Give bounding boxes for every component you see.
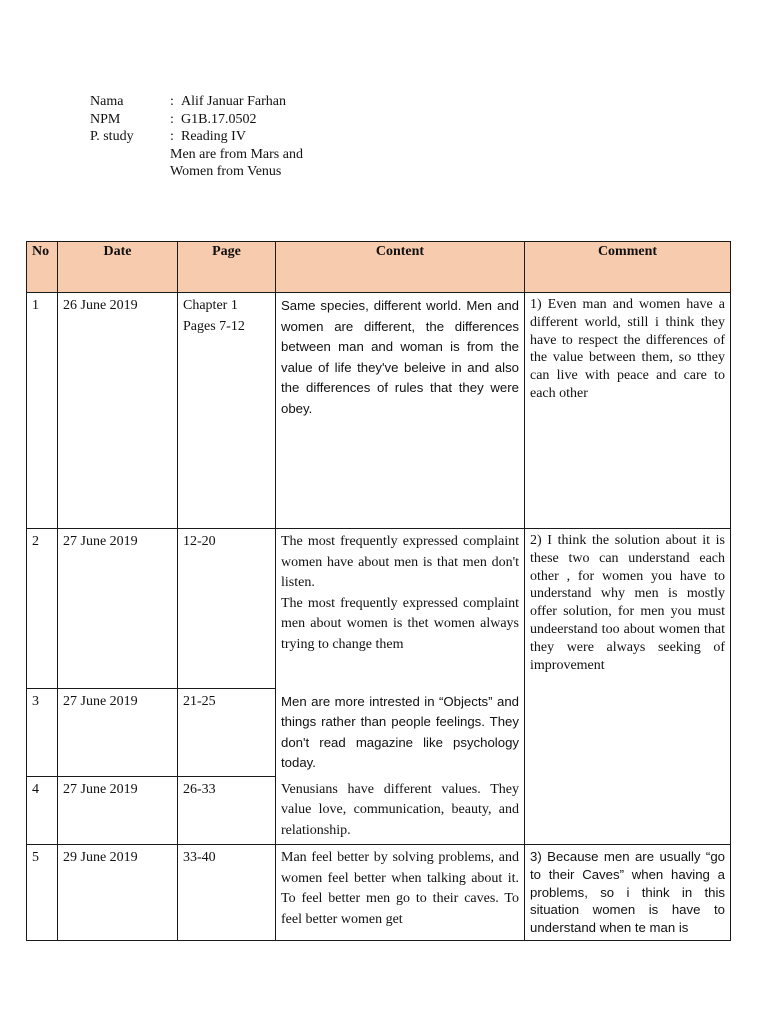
table-row — [27, 845, 731, 941]
row-date: 27 June 2019 — [58, 777, 178, 845]
row-page — [178, 293, 276, 529]
colon: : — [170, 129, 174, 144]
table-row — [27, 293, 731, 529]
name-row — [90, 93, 303, 111]
content-paragraph: The most frequently expressed complaint women have about men is that men don't listen. — [281, 534, 519, 590]
table-header-row — [27, 242, 731, 293]
row-no: 4 — [27, 777, 58, 845]
name-value: Alif Januar Farhan — [181, 94, 286, 109]
book-title-line2: Women from Venus — [170, 164, 282, 179]
row-no: 2 — [27, 529, 58, 689]
document-header — [90, 93, 303, 181]
content-paragraph: The most frequently expressed complaint men about women is thet women always trying to change them — [281, 595, 519, 652]
row-content: Man feel better by solving problems, and women feel better when talking about it. To feel better men go to their caves. To feel better women get — [276, 845, 525, 941]
row-comment: 3) Because men are usually “go to their Caves” when having a problems, so i think in this situation women is have to understand when te man is — [525, 845, 731, 941]
npm-row — [90, 111, 303, 129]
row-date: 26 June 2019 — [58, 293, 178, 529]
row-content: Venusians have different values. They value love, communication, beauty, and relationship. — [276, 777, 525, 845]
book-title-line1: Men are from Mars and — [170, 146, 303, 162]
row-no: 1 — [27, 293, 58, 529]
table-row — [27, 529, 731, 689]
row-date: 27 June 2019 — [58, 689, 178, 777]
page-line: Chapter 1 — [183, 298, 238, 313]
row-page: 26-33 — [178, 777, 276, 845]
header-no: No — [27, 242, 58, 293]
study-row — [90, 128, 303, 146]
row-content: Same species, different world. Men and women are different, the differences between man and woman is from the value of life they've beleive in and also the differences of rules that they were obey. — [276, 293, 525, 529]
row-comment: 1) Even man and women have a different world, still i think they have to respect the differences of the value between them, so tthey can live with peace and care to each other — [525, 293, 731, 529]
npm-value: G1B.17.0502 — [181, 111, 257, 127]
row-content — [276, 529, 525, 689]
row-page: 21-25 — [178, 689, 276, 777]
colon: : — [170, 111, 174, 127]
row-no: 3 — [27, 689, 58, 777]
header-content: Content — [276, 242, 525, 293]
row-page: 12-20 — [178, 529, 276, 689]
header-comment: Comment — [525, 242, 731, 293]
study-label: P. study — [90, 129, 134, 144]
header-date: Date — [58, 242, 178, 293]
row-no: 5 — [27, 845, 58, 941]
colon: : — [170, 94, 174, 109]
row-date: 27 June 2019 — [58, 529, 178, 689]
row-page: 33-40 — [178, 845, 276, 941]
row-comment: 2) I think the solution about it is these two can understand each other , for women you have to understand why men is mostly offer solution, for men you must undeerstand too about women that they were always seeking of improvement — [525, 529, 731, 845]
reading-log-table — [26, 241, 731, 941]
row-content: Men are more intrested in “Objects” and things rather than people feelings. They don't read magazine like psychology today. — [276, 689, 525, 777]
npm-label: NPM — [90, 111, 121, 127]
row-date: 29 June 2019 — [58, 845, 178, 941]
page-line: Pages 7-12 — [183, 318, 245, 334]
name-label: Nama — [90, 94, 124, 109]
header-page: Page — [178, 242, 276, 293]
study-value: Reading IV — [181, 129, 246, 144]
